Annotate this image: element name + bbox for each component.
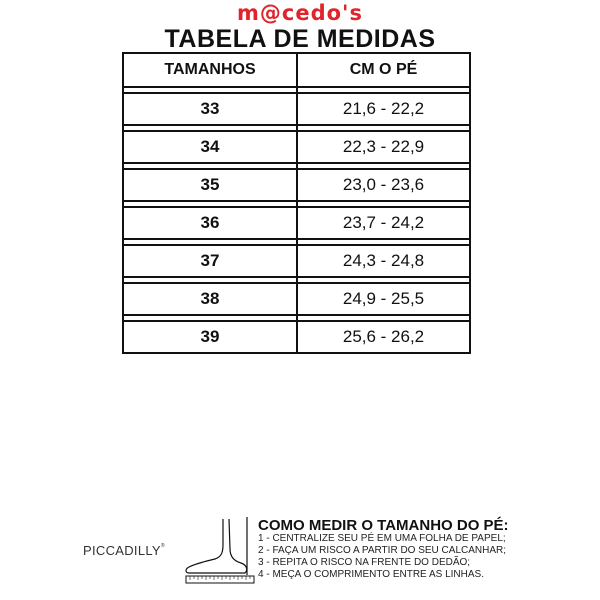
howto-step: 1 - CENTRALIZE SEU PÉ EM UMA FOLHA DE PAPEL; (258, 533, 506, 544)
size-cell: 35 (123, 169, 297, 201)
size-cell: 38 (123, 283, 297, 315)
size-cell: 33 (123, 93, 297, 125)
table-row (123, 93, 470, 125)
header-sizes: TAMANHOS (123, 53, 297, 87)
registered-mark: ® (160, 543, 165, 549)
howto-step: 3 - REPITA O RISCO NA FRENTE DO DEDÃO; (258, 557, 471, 568)
table-row (123, 169, 470, 201)
size-table (122, 52, 471, 354)
piccadilly-logo (83, 543, 165, 558)
size-cell: 34 (123, 131, 297, 163)
howto-steps (258, 533, 506, 581)
foot-measure-icon (185, 515, 257, 587)
howto-step: 2 - FAÇA UM RISCO A PARTIR DO SEU CALCANHAR; (258, 545, 507, 556)
table-row (123, 321, 470, 353)
piccadilly-logo-text: PICCADILLY (83, 543, 161, 558)
cm-cell: 25,6 - 26,2 (297, 321, 470, 353)
cm-cell: 21,6 - 22,2 (297, 93, 470, 125)
size-cell: 39 (123, 321, 297, 353)
table-row (123, 131, 470, 163)
cm-cell: 23,0 - 23,6 (297, 169, 470, 201)
cm-cell: 24,3 - 24,8 (297, 245, 470, 277)
howto-title: COMO MEDIR O TAMANHO DO PÉ: (258, 517, 509, 534)
header-cm: CM O PÉ (297, 53, 470, 87)
table-header-row (123, 53, 470, 87)
cm-cell: 23,7 - 24,2 (297, 207, 470, 239)
page-title: TABELA DE MEDIDAS (164, 25, 436, 53)
cm-cell: 22,3 - 22,9 (297, 131, 470, 163)
table-row (123, 283, 470, 315)
table-row (123, 245, 470, 277)
howto-step: 4 - MEÇA O COMPRIMENTO ENTRE AS LINHAS. (258, 569, 484, 580)
size-cell: 36 (123, 207, 297, 239)
size-cell: 37 (123, 245, 297, 277)
brand-logo: m@cedo's (237, 1, 363, 25)
cm-cell: 24,9 - 25,5 (297, 283, 470, 315)
table-row (123, 207, 470, 239)
